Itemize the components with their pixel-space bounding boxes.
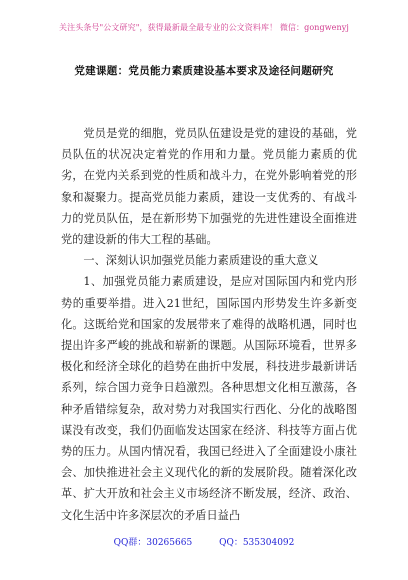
footer-contact xyxy=(0,535,408,548)
qq-group-text: QQ群：30265665 xyxy=(113,538,193,548)
paragraph-point-1: 1、加强党员能力素质建设，是应对国际国内和党内形势的重要举措。进入21世纪，国际国内形势发生许多新变化。这既给党和国家的发展带来了难得的战略机遇，同时也提出许多严峻的挑战和崭新的课题。从国际环境看，世界多极化和经济全球化的趋势在曲折中发展，科技进步最新讲话系列，综合国力竞争日趋激烈。各种思想文化相互激荡，各种矛盾错综复杂，敌对势力对我国实行西化、分化的战略图谋没有改变，我们仍面临发达国家在经济、科技等方面占优势的压力。从国内情况看，我国已经进入了全面建设小康社会、加快推进社会主义现代化的新的发展阶段。随着深化改革、扩大开放和社会主义市场经济不断发展，经济、政治、文化生活中许多深层次的矛盾日益凸 xyxy=(61,275,357,522)
paragraph-intro: 党员是党的细胞，党员队伍建设是党的建设的基础，党员队伍的状况决定着党的作用和力量。党员能力素质的优劣，在党内关系到党的性质和战斗力，在党外影响着党的形象和凝聚力。提高党员能力素质，建设一支优秀的、有战斗力的党员队伍，是在新形势下加强党的先进性建设全面推进党的建设新的伟大工程的基础。 xyxy=(61,127,357,247)
qq-number-text: QQ：535304092 xyxy=(219,538,295,548)
document-body xyxy=(61,123,357,526)
section-heading: 一、深刻认识加强党员能力素质建设的重大意义 xyxy=(83,254,319,268)
document-title: 党建课题：党员能力素质建设基本要求及途径问题研究 xyxy=(74,65,334,77)
header-note: 关注头条号"公文研究"，获得最新最全最专业的公文资料库！ 微信：gongwenyj xyxy=(59,23,349,32)
